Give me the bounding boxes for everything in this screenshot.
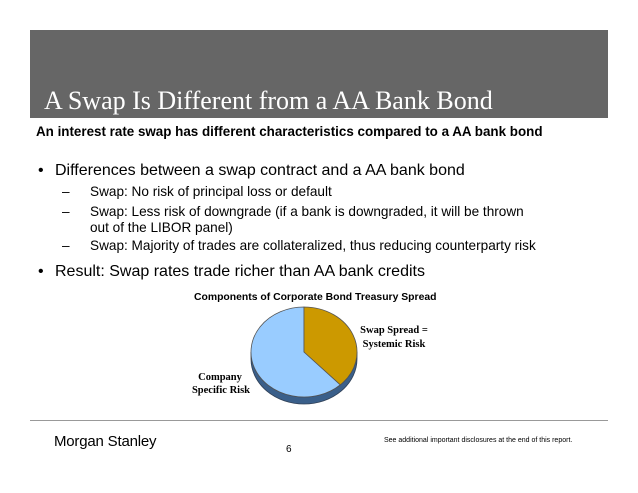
- chart-title: Components of Corporate Bond Treasury Spread: [194, 292, 437, 303]
- sub-marker: –: [62, 204, 70, 219]
- sub-item-text: Swap: Less risk of downgrade (if a bank is downgraded, it will be thrown: [90, 204, 524, 219]
- pie-label-company-line-1: Company: [198, 372, 242, 383]
- disclosure-note: See additional important disclosures at the end of this report.: [384, 437, 573, 444]
- sub-marker: –: [62, 238, 70, 253]
- slide-subtitle: An interest rate swap has different characteristics compared to a AA bank bond: [36, 124, 543, 139]
- footer-divider: [30, 420, 608, 421]
- bullet-marker: •: [38, 162, 44, 179]
- sub-item-text: Swap: Majority of trades are collateralized, thus reducing counterparty risk: [90, 238, 536, 253]
- bullet-marker: •: [38, 263, 44, 280]
- logo-word: Morgan: [54, 433, 104, 450]
- pie-label-company-line-2: Specific Risk: [191, 385, 251, 396]
- sub-marker: –: [62, 184, 70, 199]
- pie-label-swap-spread-line-2: Systemic Risk: [362, 339, 426, 350]
- bullet-text: Result: Swap rates trade richer than AA bank credits: [55, 263, 425, 280]
- page-number: 6: [286, 444, 292, 455]
- bullet-text: Differences between a swap contract and a AA bank bond: [55, 162, 465, 179]
- pie-label-swap-spread-line-1: Swap Spread =: [360, 325, 428, 336]
- sub-item-text: Swap: No risk of principal loss or default: [90, 184, 332, 199]
- logo-word: Stanley: [107, 433, 157, 450]
- sub-item-text-continued: out of the LIBOR panel): [90, 220, 233, 235]
- morgan-stanley-logo: [54, 433, 156, 450]
- slide-title: A Swap Is Different from a AA Bank Bond: [44, 86, 493, 115]
